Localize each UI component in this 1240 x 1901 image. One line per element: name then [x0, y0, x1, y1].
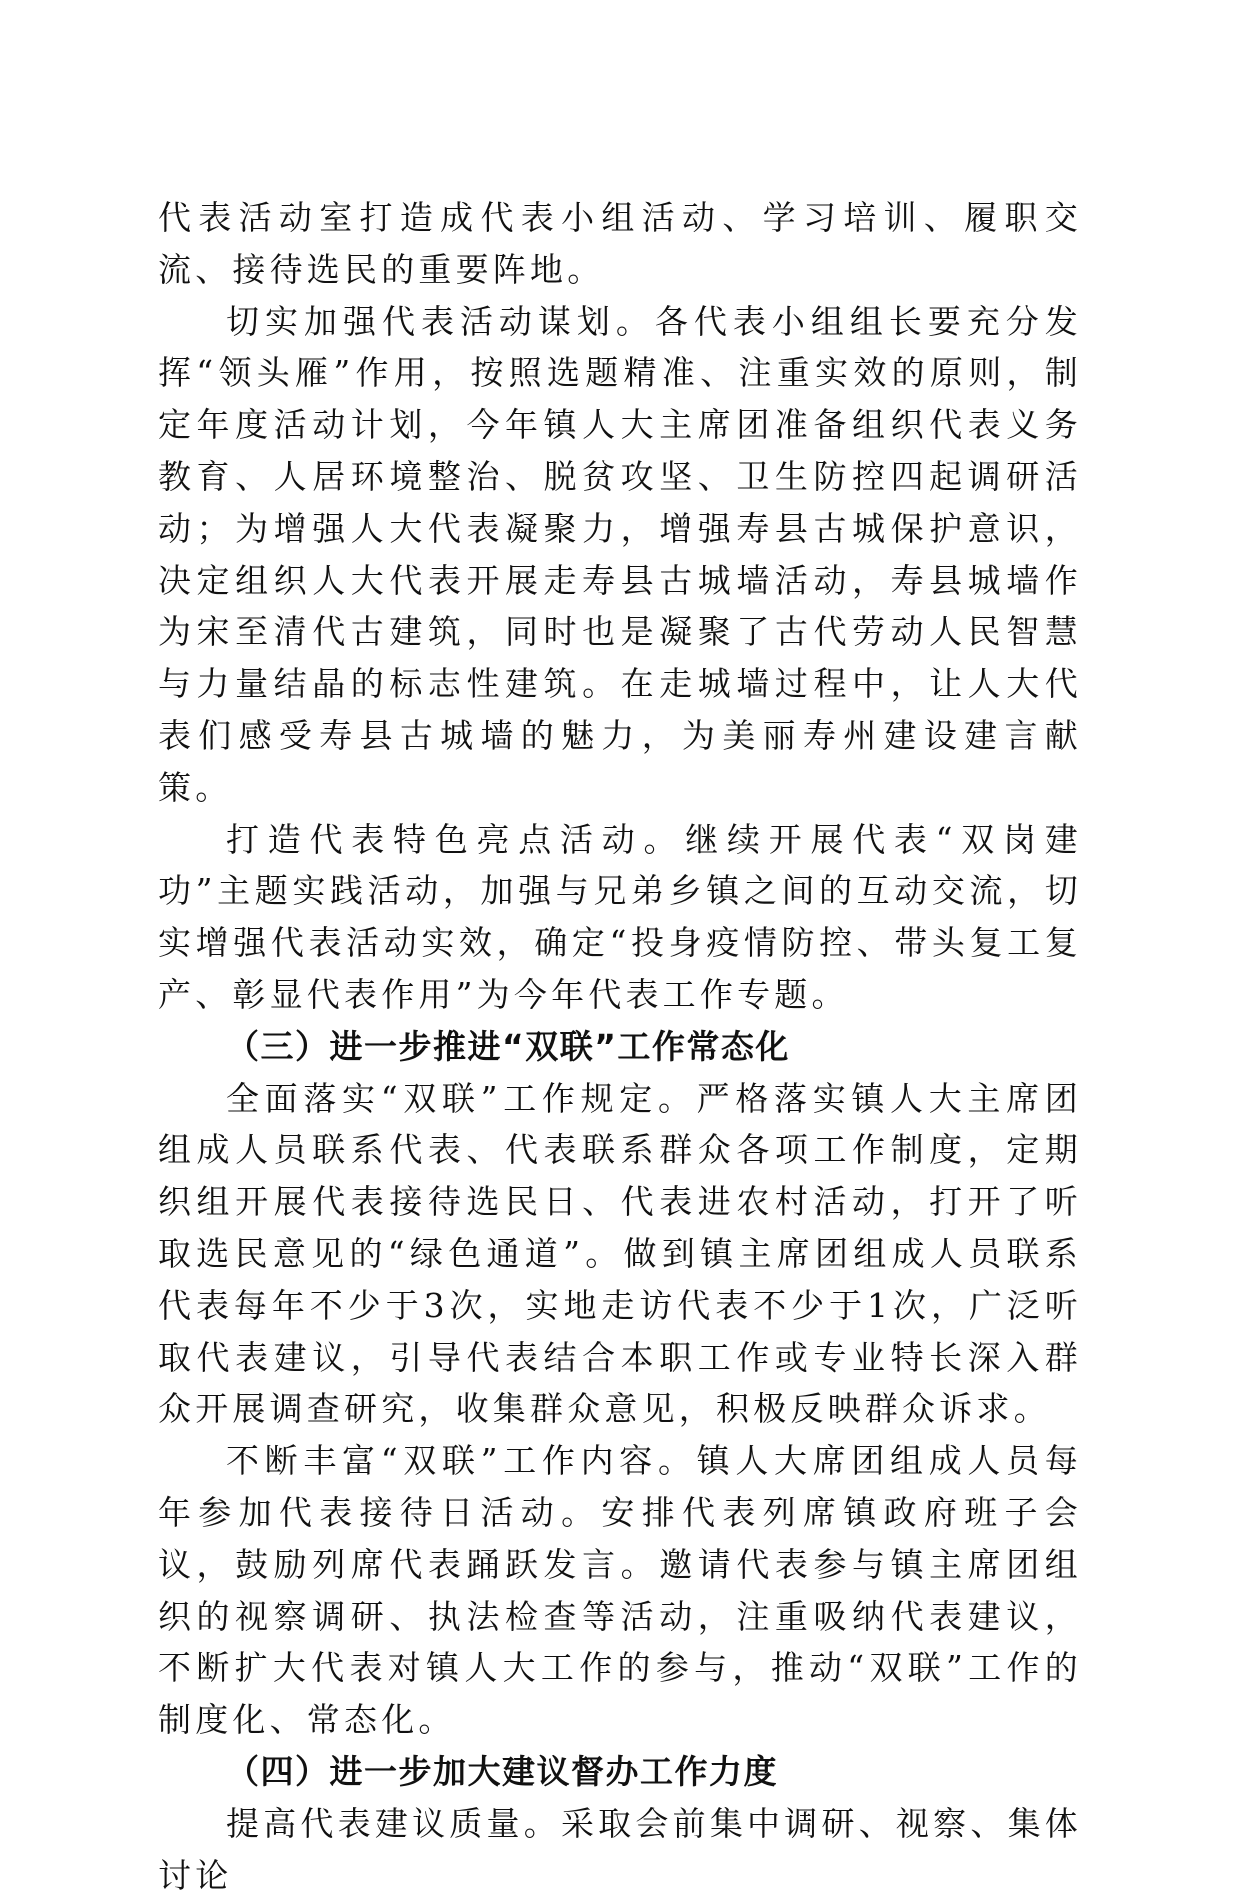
paragraph-shuanglian-rules: 全面落实“双联”工作规定。严格落实镇人大主席团组成人员联系代表、代表联系群众各项工作制度，定期织组开展代表接待选民日、代表进农村活动，打开了听取选民意见的“绿色通道”。做到镇主席团组成人员联系代表每年不少于3次，实地走访代表不少于1次，广泛听取代表建议，引导代表结合本职工作或专业特长深入群众开展调查研究，收集群众意见，积极反映群众诉求。 — [158, 1078, 1082, 1429]
paragraph-suggestion-quality: 提高代表建议质量。采取会前集中调研、视察、集体讨论 — [158, 1803, 1082, 1895]
paragraph-shuanglian-content: 不断丰富“双联”工作内容。镇人大席团组成人员每年参加代表接待日活动。安排代表列席镇政府班子会议，鼓励列席代表踊跃发言。邀请代表参与镇主席团组织的视察调研、执法检查等活动，注重吸纳代表建议，不断扩大代表对镇人大工作的参与，推动“双联”工作的制度化、常态化。 — [158, 1441, 1082, 1740]
document-page — [158, 192, 1082, 1901]
section-heading-3: （三）进一步推进“双联”工作常态化 — [226, 1026, 790, 1066]
paragraph-continuation: 代表活动室打造成代表小组活动、学习培训、履职交流、接待选民的重要阵地。 — [158, 198, 1082, 289]
paragraph-featured-activities: 打造代表特色亮点活动。继续开展代表“双岗建功”主题实践活动，加强与兄弟乡镇之间的互动交流，切实增强代表活动实效，确定“投身疫情防控、带头复工复产、彰显代表作用”为今年代表工作专题。 — [158, 819, 1082, 1014]
paragraph-activity-planning: 切实加强代表活动谋划。各代表小组组长要充分发挥“领头雁”作用，按照选题精准、注重实效的原则，制定年度活动计划，今年镇人大主席团准备组织代表义务教育、人居环境整治、脱贫攻坚、卫生防控四起调研活动；为增强人大代表凝聚力，增强寿县古城保护意识，决定组织人大代表开展走寿县古城墙活动，寿县城墙作为宋至清代古建筑，同时也是凝聚了古代劳动人民智慧与力量结晶的标志性建筑。在走城墙过程中，让人大代表们感受寿县古城墙的魅力，为美丽寿州建设建言献策。 — [158, 301, 1082, 807]
section-heading-4: （四）进一步加大建议督办工作力度 — [226, 1751, 778, 1791]
